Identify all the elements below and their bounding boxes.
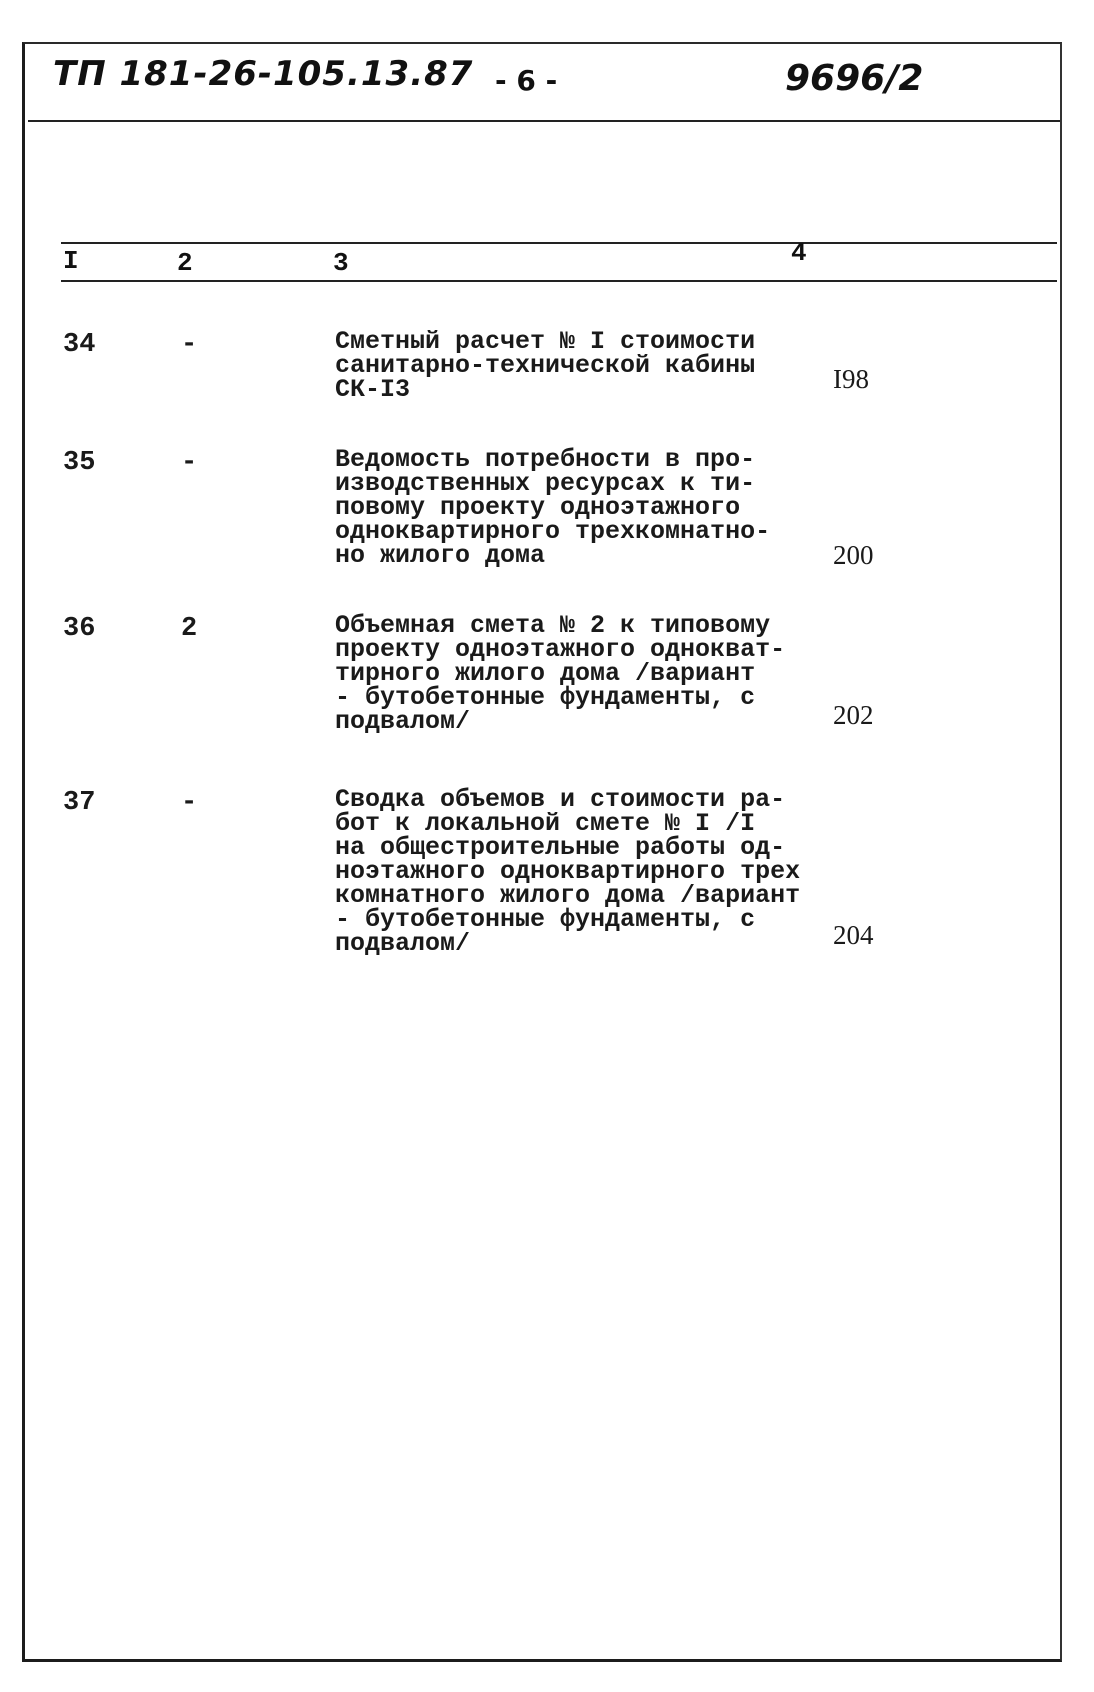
row-description	[335, 327, 805, 404]
row-description	[335, 445, 805, 570]
row-number: 35	[63, 448, 96, 478]
description-line: подвалом/	[335, 707, 471, 736]
description-line: повому проекту одноэтажного	[335, 493, 741, 522]
row-page: I98	[833, 364, 869, 394]
row-page: 200	[833, 540, 874, 570]
row-page: 202	[833, 700, 874, 730]
description-line: изводственных ресурсах к ти-	[335, 469, 756, 498]
row-number: 37	[63, 788, 96, 818]
row-description	[335, 785, 805, 958]
column-header-4: 4	[791, 238, 807, 268]
row-sheet-count: -	[181, 330, 198, 360]
column-header-2: 2	[177, 248, 193, 278]
column-header-1: I	[63, 246, 79, 276]
row-sheet-count: -	[181, 788, 198, 818]
description-line: комнатного жилого дома /вариант	[335, 881, 801, 910]
description-line: но жилого дома	[335, 541, 546, 570]
row-number: 34	[63, 330, 96, 360]
page-number: - 6 -	[495, 64, 558, 97]
description-line: одноквартирного трехкомнатно-	[335, 517, 771, 546]
description-line: бот к локальной смете № I /I	[335, 809, 756, 838]
column-header-3: 3	[333, 248, 349, 278]
row-sheet-count: 2	[181, 614, 198, 644]
sheet-id: 9696/2	[785, 58, 924, 99]
description-line: подвалом/	[335, 929, 471, 958]
description-line: Объемная смета № 2 к типовому	[335, 611, 771, 640]
description-line: проекту одноэтажного однокват-	[335, 635, 786, 664]
column-header-top-rule	[61, 242, 1057, 244]
description-line: ноэтажного одноквартирного трех	[335, 857, 801, 886]
description-line: на общестроительные работы од-	[335, 833, 786, 862]
description-line: - бутобетонные фундаменты, с	[335, 905, 756, 934]
header-divider	[28, 120, 1060, 122]
document-sheet	[22, 42, 1062, 1662]
description-line: санитарно-технической кабины	[335, 351, 756, 380]
row-sheet-count: -	[181, 448, 198, 478]
description-line: Сводка объемов и стоимости ра-	[335, 785, 786, 814]
description-line: тирного жилого дома /вариант	[335, 659, 756, 688]
description-line: Сметный расчет № I стоимости	[335, 327, 756, 356]
description-line: СК-I3	[335, 375, 411, 404]
row-description	[335, 611, 805, 736]
row-page: 204	[833, 920, 874, 950]
column-header-bottom-rule	[61, 280, 1057, 282]
description-line: - бутобетонные фундаменты, с	[335, 683, 756, 712]
row-number: 36	[63, 614, 96, 644]
document-code: ТП 181-26-105.13.87	[53, 54, 474, 94]
description-line: Ведомость потребности в про-	[335, 445, 756, 474]
